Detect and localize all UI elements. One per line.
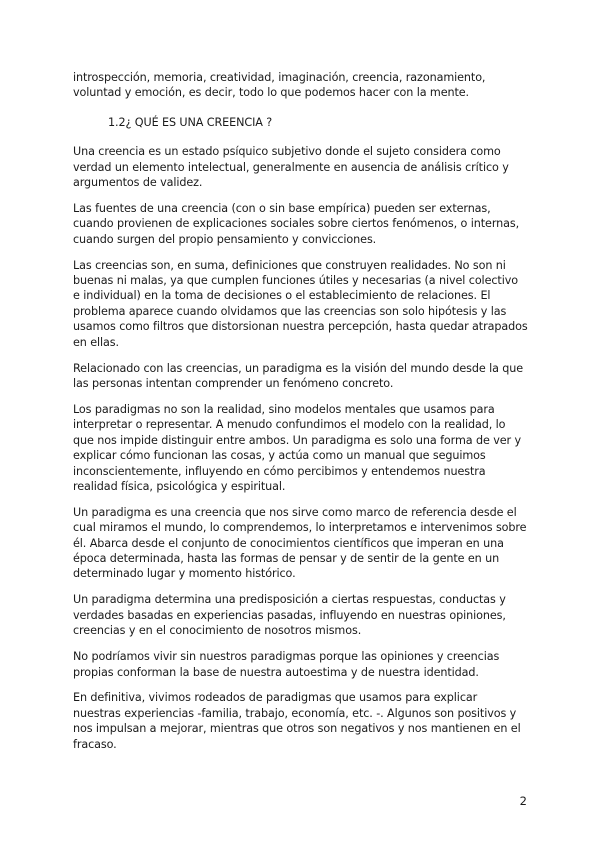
paragraph-definition: Una creencia es un estado psíquico subjetivo donde el sujeto considera como verdad un elemento intelectual, generalmente en ausencia de análisis crítico y argumentos de validez. (73, 145, 509, 190)
paragraph-paradigm-intro: Relacionado con las creencias, un paradigma es la visión del mundo desde la que las personas intentan comprender un fenómeno concreto. (73, 361, 524, 390)
paragraph-conclusion: En definitiva, vivimos rodeados de paradigmas que usamos para explicar nuestras experiencias -familia, trabajo, economía, etc. -. Algunos son positivos y nos impulsan a mejorar, mientras que otros son negativos y nos mantienen en el fracaso. (73, 691, 521, 751)
continuation-paragraph: introspección, memoria, creatividad, imaginación, creencia, razonamiento, voluntad y emoción, es decir, todo lo que podemos hacer con la mente. (73, 71, 486, 100)
paragraph-mental-models: Los paradigmas no son la realidad, sino modelos mentales que usamos para interpretar o representar. A menudo confundimos el modelo con la realidad, lo que nos impide distinguir entre ambos. Un paradigma es solo una forma de ver y explicar cómo funcionan las cosas, y actúa como un manual que seguimos inconscientemente, influyendo en cómo percibimos y entendemos nuestra realidad física, psicológica y espiritual. (73, 402, 522, 493)
paragraph-sources: Las fuentes de una creencia (con o sin base empírica) pueden ser externas, cuando provienen de explicaciones sociales sobre ciertos fenómenos, o internas, cuando surgen del propio pensamiento y convicciones. (73, 201, 520, 246)
paragraph-predisposition: Un paradigma determina una predisposición a ciertas respuestas, conductas y verdades basadas en experiencias pasadas, influyendo en nuestras opiniones, creencias y en el conocimiento de nosotros mismos. (73, 593, 506, 638)
paragraph-frame-of-reference: Un paradigma es una creencia que nos sirve como marco de referencia desde el cual miramos el mundo, lo comprendemos, lo interpretamos e intervenimos sobre él. Abarca desde el conjunto de conocimientos científicos que imperan en una época determinada, hasta las formas de pensar y de sentir de la gente en un determinado lugar y momento histórico. (73, 505, 527, 581)
section-heading: 1.2¿ QUÉ ES UNA CREENCIA ? (108, 115, 273, 129)
page-body (73, 70, 528, 763)
page-number: 2 (519, 794, 527, 808)
paragraph-identity: No podríamos vivir sin nuestros paradigmas porque las opiniones y creencias propias conforman la base de nuestra autoestima y de nuestra identidad. (73, 650, 500, 679)
paragraph-realities: Las creencias son, en suma, definiciones que construyen realidades. No son ni buenas ni malas, ya que cumplen funciones útiles y necesarias (a nivel colectivo e individual) en la toma de decisiones o el establecimiento de relaciones. El problema aparece cuando olvidamos que las creencias son solo hipótesis y las usamos como filtros que distorsionan nuestra percepción, hasta quedar atrapados en ellas. (73, 258, 528, 349)
